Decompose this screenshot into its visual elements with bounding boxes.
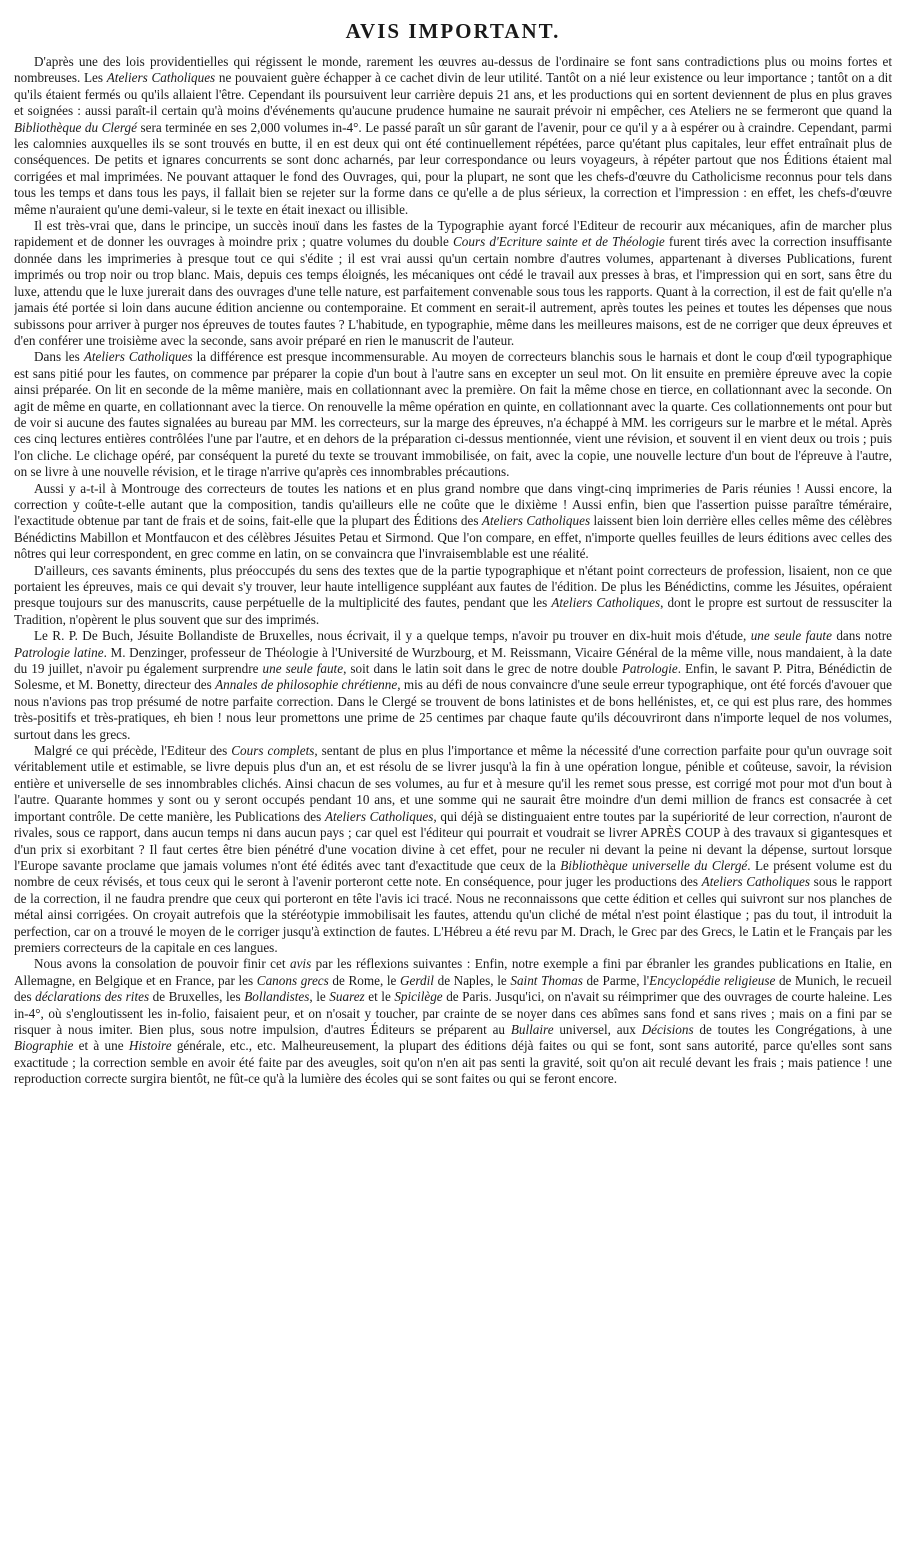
text-run: Nous avons la consolation de pouvoir finir cet [34, 956, 290, 972]
italic-text: Cours d'Ecriture sainte et de Théologie [452, 234, 665, 250]
italic-text: Ateliers Catholiques [106, 70, 216, 86]
text-run: de Naples, le [433, 972, 511, 988]
text-run: universel, aux [553, 1021, 642, 1037]
text-run: sera terminée en ses 2,000 volumes in-4°. Le passé paraît un sûr garant de l'avenir, pour ce qu'il y a à espérer ou à craindre. Cependant, parmi les calomnies auxquelles ils se sont trouvés en butte, il en est deux qui ont été continuellement répétées, parce qu'étant plus capitales, leur effet entraînait plus de conséquences. De petits et ignares concurrents se sont donc acharnés, par leur correspondance ou leurs voyageurs, à répéter partout que nos Éditions étaient mal corrigées et mal imprimées. Ne pouvant attaquer le fond des Ouvrages, qui, pour la plupart, ne sont que les chefs-d'œuvre du Catholicisme reconnus pour tels dans tous les temps et dans tous les pays, il fallait bien se rejeter sur la forme dans ce qu'elle a de plus sérieux, la correction et l'impression : en effet, les chefs-d'œuvre même n'auraient qu'une demi-valeur, si le texte en était inexact ou illisible. [14, 119, 892, 217]
italic-text: Bollandistes [244, 989, 310, 1005]
paragraph [14, 218, 892, 349]
text-run: D'ailleurs, ces savants éminents, plus préoccupés du sens des textes que de la partie typographique et n'étant point correcteurs de profession, lisaient, non ce que portaient les épreuves, mais ce qui devait s'y trouver, leur haute intelligence suppléant aux fautes de l'édition. De plus les Bénédictins, comme les Jésuites, opéraient presque toujours sur des manuscrits, cause perpétuelle de la multiplicité des fautes, pendant que les [14, 562, 892, 611]
paragraph [14, 563, 892, 629]
italic-text: une seule faute [750, 628, 832, 644]
italic-text: Bibliothèque universelle du Clergé [560, 857, 748, 873]
italic-text: Biographie [14, 1038, 74, 1054]
italic-text: Spicilège [394, 989, 443, 1005]
text-run: Dans les [34, 349, 84, 365]
text-run: . Le présent volume est du nombre de ceux révisés, et tous ceux qui le seront à l'avenir porteront cette note. En conséquence, pour juger les productions des [14, 857, 892, 890]
text-run: furent tirés avec la correction insuffisante donnée dans les imprimeries à presque tout ce qui s'édite ; il est vrai aussi qu'un certain nombre d'autres volumes, appartenant à diverses Publications, furent imprimés ou trop noir ou trop blanc. Mais, depuis ces temps éloignés, les mécaniques ont cédé le travail aux presses à bras, et l'impression qui en sort, sans être du luxe, attendu que le luxe jurerait dans des ouvrages d'une telle nature, est parfaitement convenable sous tous les rapports. Quant à la correction, il est de fait qu'elle n'a jamais été portée si loin dans aucune édition ancienne ou contemporaine. Et comment en serait-il autrement, après toutes les peines et toutes les dépenses que nous subissons pour arriver à purger nos épreuves de toutes fautes ? L'habitude, en typographie, même dans les meilleures maisons, est de ne corriger que deux épreuves et d'en conférer une troisième avec la seconde, sans avoir préparé en rien le manuscrit de l'auteur. [14, 234, 892, 348]
italic-text: Canons grecs [256, 972, 329, 988]
text-run: de Munich, le recueil des [14, 972, 892, 1005]
document-body [14, 54, 892, 1088]
paragraph [14, 743, 892, 956]
text-run: dans notre [831, 628, 892, 644]
text-run: . Enfin, le savant P. Pitra, Bénédictin de Solesme, et M. Bonetty, directeur des [14, 661, 892, 693]
text-run: Malgré ce qui précède, l'Editeur des [34, 743, 232, 759]
text-run: sous le rapport de la correction, il ne faudra prendre que ceux qui porteront en tête l'avis ici tracé. Nous ne reconnaissons que cette édition et celles qui suivront sur nos planches de métal ainsi corrigées. On croyait autrefois que la stéréotypie immobilisait les fautes, attendu qu'un cliché de métal n'est point élastique ; pas du tout, il introduit la perfection, car on a trouvé le moyen de le corriger jusqu'à extinction de fautes. L'Hébreu a été revu par M. Drach, le Grec par des Grecs, le Latin et le Français par les premiers correcteurs de la capitale en ces langues. [14, 874, 892, 955]
text-run: , le [309, 989, 330, 1005]
paragraph [14, 628, 892, 743]
document-title: AVIS IMPORTANT. [345, 19, 561, 43]
italic-text: Cours complets [231, 743, 315, 759]
italic-text: Bullaire [510, 1021, 554, 1037]
document-page [14, 8, 892, 1548]
italic-text: avis [289, 956, 312, 972]
text-run: et à une [73, 1038, 129, 1054]
italic-text: Ateliers Catholiques [701, 874, 811, 890]
text-run: générale, etc., etc. Malheureusement, la plupart des éditions déjà faites ou qui se font, sont sans autorité, parce qu'elles sont sans exactitude ; la correction semble en avoir été faite par des aveugles, soit qu'on n'en ait pas senti la gravité, soit qu'on ait reculé devant les frais ; mais patience ! une reproduction correcte surgira bientôt, ne fût-ce qu'à la lumière des écoles qui se sont faites ou qui se feront encore. [14, 1038, 892, 1087]
italic-text: déclarations des rites [35, 989, 150, 1005]
text-run: D'après une des lois providentielles qui régissent le monde, rarement les œuvres au-dessus de l'ordinaire se font sans contradictions plus ou moins fortes et nombreuses. Les [14, 54, 892, 86]
italic-text: Ateliers Catholiques [324, 808, 434, 824]
italic-text: Saint Thomas [510, 972, 583, 988]
italic-text: Décisions [641, 1021, 694, 1037]
paragraph [14, 349, 892, 480]
text-run: , sentant de plus en plus l'importance et même la nécessité d'une correction parfaite pour qu'un ouvrage soit véritablement utile et estimable, se livre depuis plus d'un an, et est résolu de se livrer jusqu'à la fin à une opération longue, pénible et coûteuse, savoir, la révision entière et universelle de ses innombrables clichés. Ainsi chacun de ses volumes, au fur et à mesure qu'il les remet sous presse, est corrigé mot pour mot d'un bout à l'autre. Quarante hommes y sont ou y seront occupés pendant 10 ans, et une somme qui ne saurait être moindre d'un demi million de francs est consacrée à cet important contrôle. De cette manière, les Publications des [14, 743, 892, 824]
text-run: Aussi y a-t-il à Montrouge des correcteurs de toutes les nations et en plus grand nombre que dans vingt-cinq imprimeries de Paris réunies ! Aussi encore, la correction y coûte-t-elle autant que la composition, tandis qu'ailleurs elle ne coûte que le dixième ! Aussi enfin, bien que l'assertion puisse paraître téméraire, l'exactitude obtenue par tant de frais et de soins, fait-elle que la plupart des Éditions des [14, 480, 892, 529]
italic-text: Bibliothèque du Clergé [14, 119, 137, 135]
italic-text: Suarez [329, 989, 365, 1005]
italic-text: Annales de philosophie chrétienne [215, 677, 398, 693]
text-run: , dont le propre est surtout de ressusciter la Tradition, n'opèrent le plus souvent que sur des imprimés. [14, 595, 892, 627]
italic-text: Gerdil [400, 972, 434, 988]
italic-text: Ateliers Catholiques [551, 595, 661, 611]
text-run: , qui déjà se distinguaient entre toutes par la supériorité de leur correction, n'auront de rivales, sous ce rapport, dans aucun temps ni dans aucun pays ; car quel est l'éditeur qui pourrait et voudrait se livrer APRÈS COUP à des travaux si gigantesques et d'un prix si exorbitant ? Il faut certes être bien pénétré d'une vocation divine à cet effet, pour ne reculer ni devant la peine ni devant la dépense, surtout lorsque l'Europe savante proclame que jamais volumes n'ont été édités avec tant d'exactitude que ceux de la [14, 808, 892, 873]
paragraph [14, 54, 892, 218]
text-run: de Paris. Jusqu'ici, on n'avait su réimprimer que des ouvrages de courte haleine. Les in-4°, où s'engloutissent les in-folio, faisaient peur, et on n'osait y toucher, par crainte de se noyer dans ces abîmes sans fond et sans rives ; mais on a fini par se risquer à nous imiter. Bien plus, sous notre impulsion, d'autres Éditeurs se préparent au [14, 989, 892, 1037]
text-run: de Bruxelles, les [149, 989, 245, 1005]
italic-text: Patrologie latine [14, 644, 104, 660]
text-run: Le R. P. De Buch, Jésuite Bollandiste de Bruxelles, nous écrivait, il y a quelque temps, n'avoir pu trouver en dix-huit mois d'étude, [34, 628, 751, 644]
text-run: . M. Denzinger, professeur de Théologie à l'Université de Wurzbourg, et M. Reissmann, Vicaire Général de la même ville, nous mandaient, à la date du 19 juillet, n'avoir pu également surprendre [14, 644, 892, 677]
text-run: laissent bien loin derrière elles celles même des célèbres Bénédictins Mabillon et Montfaucon et des célèbres Jésuites Petau et Sirmond. Que l'on compare, en effet, n'importe quelles feuilles de leurs éditions avec celles des nôtres qui leur correspondent, en grec comme en latin, on se convaincra que l'invraisemblable est une réalité. [14, 513, 892, 562]
italic-text: une seule faute [262, 661, 344, 677]
text-run: de Parme, l' [582, 972, 650, 988]
text-run: par les réflexions suivantes : Enfin, notre exemple a fini par ébranler les grandes publications en Italie, en Allemagne, en Belgique et en France, par les [14, 956, 892, 988]
italic-text: Patrologie [621, 661, 678, 677]
italic-text: Ateliers Catholiques [83, 349, 193, 365]
italic-text: Ateliers Catholiques [481, 513, 591, 529]
text-run: , mis au défi de nous convaincre d'une seule erreur typographique, ont été forcés d'avouer que nous n'avions pas trop présumé de notre parfaite correction. Dans le Clergé se trouvent de bons latinistes et de bons hellénistes, et, ce qui est plus rare, des hommes très-positifs et très-pratiques, eh bien ! nous leur promettons une prime de 25 centimes par chaque faute qu'ils découvriront dans n'importe lequel de nos volumes, surtout dans les grecs. [14, 677, 892, 742]
paragraph [14, 481, 892, 563]
text-run: de toutes les Congrégations, à une [693, 1021, 892, 1037]
text-run: ne pouvaient guère échapper à ce cachet divin de leur utilité. Tantôt on a nié leur existence ou leur importance ; tantôt on a dit qu'ils étaient fermés ou qu'ils allaient l'être. Cependant ils poursuivent leur carrière depuis 21 ans, et les productions qui en sortent deviennent de plus en plus graves et soignées : aussi paraît-il certain qu'à moins d'événements qu'aucune prudence humaine ne saurait prévoir ni empêcher, ces Ateliers ne se fermeront que quand la [14, 70, 892, 119]
text-run: la différence est presque incommensurable. Au moyen de correcteurs blanchis sous le harnais et dont le coup d'œil typographique est sans pitié pour les fautes, on commence par préparer la copie d'un bout à l'autre sans en excepter un seul mot. On lit ensuite en première épreuve avec la copie ainsi préparée. On lit en seconde de la même manière, mais en collationnant avec la première. On fait la même chose en tierce, en collationnant avec la seconde. On agit de même en quarte, en collationnant avec la tierce. On renouvelle la même opération en quinte, en collationnant avec la quarte. Ces collationnements ont pour but de voir si aucune des fautes signalées au bureau par MM. les correcteurs, sur la marge des épreuves, n'a échappé à MM. les corrigeurs sur le marbre et le métal. Après ces cinq lectures entières contrôlées l'une par l'autre, et en dehors de la préparation ci-dessus mentionnée, vient une révision, et souvent il en vient deux ou trois ; puis l'on cliche. Le clichage opéré, par conséquent la pureté du texte se trouvant immobilisée, on fait, avec la copie, une nouvelle lecture d'un bout de l'épreuve à l'autre, on se livre à une nouvelle révision, et le tirage n'arrive qu'après ces innombrables précautions. [14, 349, 892, 480]
text-run: , soit dans le latin soit dans le grec de notre double [343, 661, 622, 677]
paragraph [14, 956, 892, 1087]
italic-text: Histoire [128, 1038, 172, 1054]
text-run: Il est très-vrai que, dans le principe, un succès inouï dans les fastes de la Typographie ayant forcé l'Editeur de recourir aux mécaniques, afin de marcher plus rapidement et de donner les ouvrages à moindre prix ; quatre volumes du double [14, 218, 892, 250]
italic-text: Encyclopédie religieuse [649, 972, 776, 988]
text-run: de Rome, le [328, 972, 401, 988]
text-run: et le [364, 989, 395, 1005]
